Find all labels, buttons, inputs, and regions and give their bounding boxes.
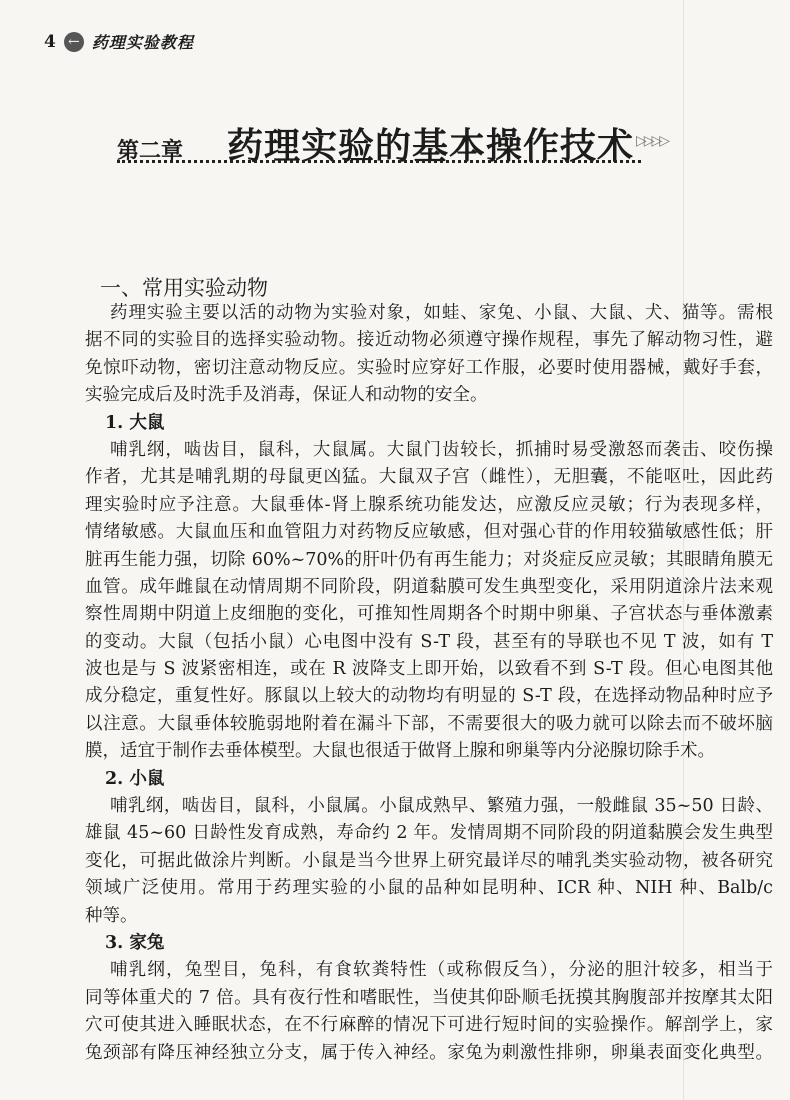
running-header [44, 30, 194, 53]
paragraph-line: 雄鼠 45~60 日龄性发育成熟，寿命约 2 年。发情周期不同阶段的阴道黏膜会发生典型 [85, 823, 773, 844]
paragraph-line: 哺乳纲，啮齿目，鼠科，小鼠属。小鼠成熟早、繁殖力强，一般雌鼠 35~50 日龄、 [110, 796, 773, 817]
paragraph-line: 察性周期中阴道上皮细胞的变化，可推知性周期各个时期中卵巢、子宫状态与垂体激素 [85, 604, 773, 625]
paragraph-line: 兔颈部有降压神经独立分支，属于传入神经。家兔为刺激性排卵，卵巢表面变化典型。 [85, 1042, 773, 1063]
paragraph-line: 脏再生能力强，切除 60%~70%的肝叶仍有再生能力；对炎症反应灵敏；其眼睛角膜无 [85, 549, 773, 570]
paragraph-line: 理实验时应予注意。大鼠垂体-肾上腺系统功能发达，应激反应灵敏；行为表现多样， [85, 494, 773, 515]
paragraph-line: 种等。 [85, 905, 138, 926]
dotted-divider [117, 160, 641, 163]
paragraph-line: 哺乳纲，啮齿目，鼠科，大鼠属。大鼠门齿较长，抓捕时易受激怒而袭击、咬伤操 [110, 439, 773, 460]
paragraph-line: 情绪敏感。大鼠血压和血管阻力对药物反应敏感，但对强心苷的作用较猫敏感性低；肝 [85, 522, 773, 543]
subsection-heading: 3. 家兔 [105, 932, 165, 953]
paragraph-line: 药理实验主要以活的动物为实验对象，如蛙、家兔、小鼠、大鼠、犬、猫等。需根 [110, 303, 773, 323]
paragraph-line: 同等体重犬的 7 倍。具有夜行性和嗜眠性，当使其仰卧顺毛抚摸其胸腹部并按摩其太阳 [85, 987, 773, 1008]
paragraph-line: 波也是与 S 波紧密相连，或在 R 波降支上即开始，以致看不到 S-T 段。但心电图其他 [85, 659, 773, 680]
body-text [85, 300, 773, 1067]
paragraph-line: 的变动。大鼠（包括小鼠）心电图中没有 S-T 段，甚至有的导联也不见 T 波，如有 T [85, 631, 773, 652]
book-title: 药理实验教程 [91, 33, 194, 52]
section-heading: 一、常用实验动物 [100, 276, 268, 300]
paragraph-line: 免惊吓动物，密切注意动物反应。实验时应穿好工作服，必要时使用器械，戴好手套， [85, 357, 773, 378]
page-number: 4 [44, 31, 56, 52]
paragraph-line: 穴可使其进入睡眠状态，在不行麻醉的情况下可进行短时间的实验操作。解剖学上，家 [85, 1015, 773, 1036]
paragraph-line: 成分稳定，重复性好。豚鼠以上较大的动物均有明显的 S-T 段，在选择动物品种时应予 [85, 686, 773, 707]
subsection-heading: 2. 小鼠 [105, 768, 165, 789]
paragraph-line: 领域广泛使用。常用于药理实验的小鼠的品种如昆明种、ICR 种、NIH 种、Balb/c [85, 878, 773, 899]
paragraph-line: 哺乳纲，兔型目，兔科，有食软粪特性（或称假反刍），分泌的胆汁较多，相当于 [110, 960, 773, 981]
paragraph-line: 膜，适宜于制作去垂体模型。大鼠也很适于做肾上腺和卵巢等内分泌腺切除手术。 [85, 741, 715, 762]
chapter-title: 药理实验的基本操作技术 [227, 126, 635, 167]
arrow-left-icon: ← [64, 32, 84, 52]
paragraph-line: 以注意。大鼠垂体较脆弱地附着在漏斗下部，不需要很大的吸力就可以除去而不破坏脑 [85, 713, 773, 734]
paragraph-line: 实验完成后及时洗手及消毒，保证人和动物的安全。 [85, 385, 488, 406]
paragraph-line: 血管。成年雌鼠在动情周期不同阶段，阴道黏膜可发生典型变化，采用阴道涂片法来观 [85, 576, 773, 597]
paragraph-line: 作者，尤其是哺乳期的母鼠更凶猛。大鼠双子宫（雌性），无胆囊，不能呕吐，因此药 [85, 467, 773, 488]
paragraph-line: 据不同的实验目的选择实验动物。接近动物必须遵守操作规程，事先了解动物习性，避 [85, 330, 773, 351]
subsection-heading: 1. 大鼠 [105, 412, 165, 433]
paragraph-line: 变化，可据此做涂片判断。小鼠是当今世界上研究最详尽的哺乳类实验动物，被各研究 [85, 850, 773, 871]
chevron-decoration-icon: ▷▷▷▷ [636, 133, 668, 149]
chapter-number: 第二章 [117, 138, 184, 164]
